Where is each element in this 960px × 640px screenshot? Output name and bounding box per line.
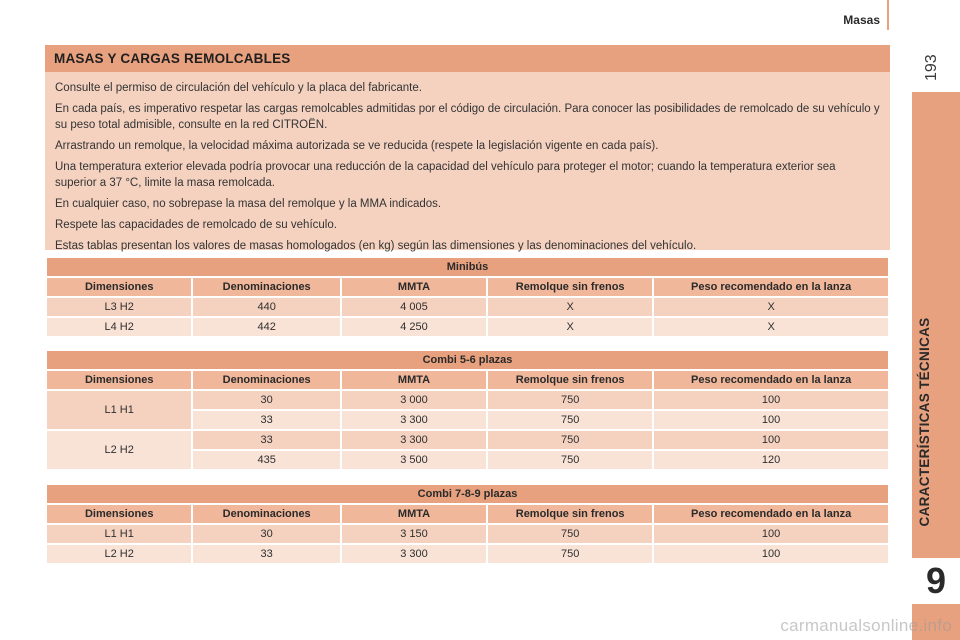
column-header: Remolque sin frenos [488,371,652,389]
section-paragraph: En cualquier caso, no sobrepase la masa del remolque y la MMA indicados. [55,198,442,210]
table-cell: 3 150 [342,525,486,543]
section-body [45,72,890,254]
column-header: Denominaciones [193,505,340,523]
towing-section [45,45,890,250]
table-cell: X [654,298,888,316]
column-header: MMTA [342,505,486,523]
column-header: Dimensiones [47,371,191,389]
table-cell: 100 [654,431,888,449]
table-row [47,431,888,449]
table-cell: X [654,318,888,336]
table-cell: 435 [193,451,340,469]
table-cell: 750 [488,411,652,429]
column-header: Denominaciones [193,371,340,389]
table-cell: 100 [654,525,888,543]
table-cell: 3 300 [342,431,486,449]
table-cell: 3 300 [342,545,486,563]
table-combi-5-6 [45,349,890,471]
table-cell: 3 000 [342,391,486,409]
table-cell: 30 [193,391,340,409]
table-cell: 33 [193,545,340,563]
table-row [47,525,888,543]
table-cell: 120 [654,451,888,469]
table-cell: 440 [193,298,340,316]
table-cell: X [488,318,652,336]
column-header: Peso recomendado en la lanza [654,371,888,389]
table-cell: 750 [488,431,652,449]
table-row [47,298,888,316]
section-paragraph: Arrastrando un remolque, la velocidad máxima autorizada se ve reducida (respete la legislación vigente en cada país). [55,140,659,152]
column-header: Dimensiones [47,278,191,296]
table-cell: 100 [654,411,888,429]
section-paragraph: Estas tablas presentan los valores de masas homologados (en kg) según las dimensiones y las denominaciones del vehículo. [55,240,697,252]
table-minibus [45,256,890,338]
table-cell: L2 H2 [47,431,191,469]
page-number: 193 [923,54,940,81]
column-header: Remolque sin frenos [488,505,652,523]
table-cell: 750 [488,525,652,543]
section-title: MASAS Y CARGAS REMOLCABLES [45,45,890,72]
column-header: Remolque sin frenos [488,278,652,296]
table-row [47,318,888,336]
watermark-text: carmanualsonline.info [780,616,952,635]
table-caption: Minibús [47,258,888,276]
table-cell: 750 [488,451,652,469]
column-header: MMTA [342,278,486,296]
chapter-side-title: CARACTERÍSTICAS TÉCNICAS [917,317,932,527]
table-cell: 750 [488,545,652,563]
table-cell: L4 H2 [47,318,191,336]
section-paragraph: Consulte el permiso de circulación del vehículo y la placa del fabricante. [55,82,422,94]
table-cell: L1 H1 [47,525,191,543]
table-cell: 4 250 [342,318,486,336]
column-header: Peso recomendado en la lanza [654,505,888,523]
table-caption: Combi 5-6 plazas [47,351,888,369]
chapter-number-badge: 9 [912,558,960,604]
table-row [47,391,888,409]
section-paragraph: Una temperatura exterior elevada podría provocar una reducción de la capacidad del vehículo para proteger el motor; cuando la temperatura exterior sea superior a 37 °C, limite la masa remolcada. [55,161,836,189]
table-cell: 100 [654,545,888,563]
section-paragraph: En cada país, es imperativo respetar las cargas remolcables admitidas por el código de circulación. Para conocer las posibilidades de remolcado de su vehículo y su peso total admisible, consulte en la red CITROËN. [55,103,880,131]
table-cell: L1 H1 [47,391,191,429]
table-row [47,545,888,563]
table-cell: L3 H2 [47,298,191,316]
table-cell: 33 [193,431,340,449]
column-header: MMTA [342,371,486,389]
table-cell: 4 005 [342,298,486,316]
section-paragraph: Respete las capacidades de remolcado de su vehículo. [55,219,337,231]
page-header-title: Masas [843,13,880,27]
table-cell: 3 500 [342,451,486,469]
table-caption: Combi 7-8-9 plazas [47,485,888,503]
table-cell: 30 [193,525,340,543]
table-cell: 442 [193,318,340,336]
table-cell: 750 [488,391,652,409]
column-header: Denominaciones [193,278,340,296]
table-combi-7-8-9 [45,483,890,565]
table-cell: 3 300 [342,411,486,429]
table-cell: L2 H2 [47,545,191,563]
column-header: Peso recomendado en la lanza [654,278,888,296]
column-header: Dimensiones [47,505,191,523]
table-cell: 100 [654,391,888,409]
table-cell: 33 [193,411,340,429]
table-cell: X [488,298,652,316]
header-divider [887,0,889,30]
